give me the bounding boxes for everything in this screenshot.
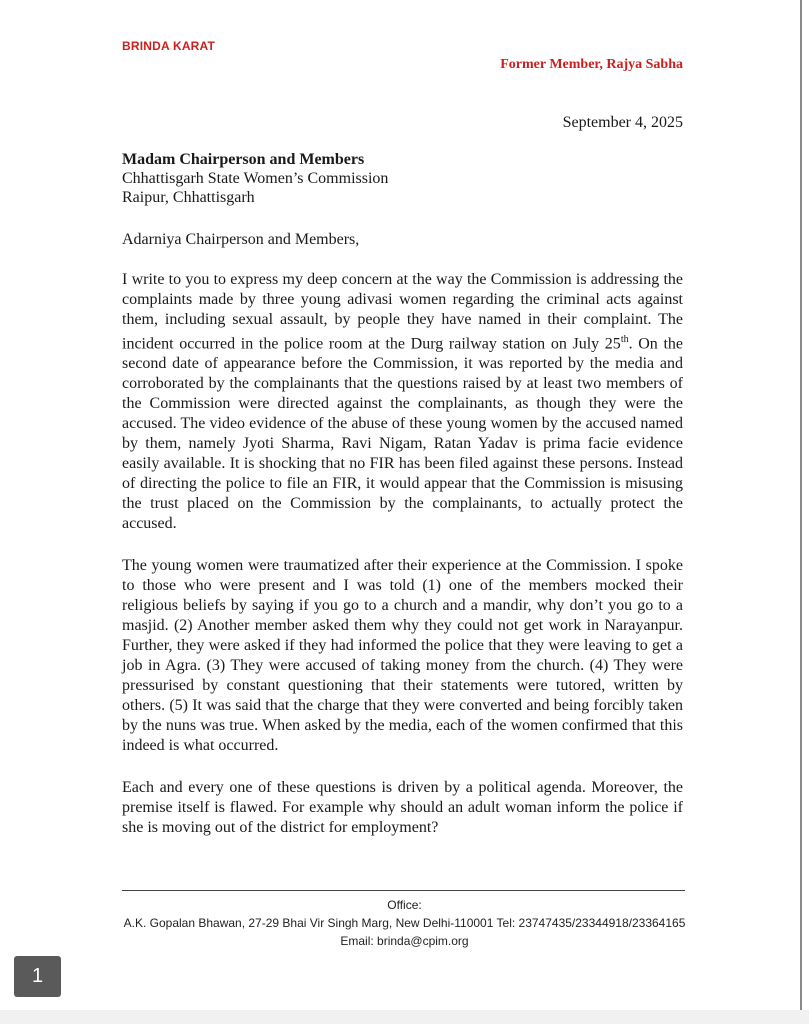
letter-date: September 4, 2025 [562, 114, 683, 131]
footer-email: Email: brinda@cpim.org [340, 934, 469, 948]
letterhead-name: BRINDA KARAT [122, 39, 216, 53]
page-edge-divider [800, 0, 802, 1010]
ordinal-superscript: th [620, 334, 629, 345]
recipient-location: Raipur, Chhattisgarh [122, 189, 255, 206]
recipient-address [122, 150, 388, 207]
recipient-title: Madam Chairperson and Members [122, 151, 365, 168]
paragraph-1 [122, 270, 683, 534]
salutation: Adarniya Chairperson and Members, [122, 231, 360, 248]
paragraph-2: The young women were traumatized after their experience at the Commission. I spoke to those who were present and I was told (1) one of the members mocked their religious beliefs by saying if you go to a church and a mandir, why don’t you go to a masjid. (2) Another member asked them why they could not get work in Narayanpur. Further, they were asked if they had informed the police that they were leaving to get a job in Agra. (3) They were accused of taking money from the church. (4) They were pressurised by constant questioning that their statements were tutored, written by others. (5) It was said that the charge that they were converted and being forcibly taken by the nuns was true. When asked by the media, each of the women confirmed that this indeed is what occurred. [122, 557, 683, 755]
letterhead-designation: Former Member, Rajya Sabha [500, 57, 683, 72]
page-number-badge[interactable]: 1 [14, 956, 61, 997]
footer-label: Office: [387, 898, 422, 912]
paragraph-1-part-b: . On the second date of appearance before the Commission, it was reported by the media and corroborated by the complainants that the questions raised by at least two members of the Commission were directed against the complainants, as though they were the accused. The video evidence of the abuse of these young women by the accused named by them, namely Jyoti Sharma, Ravi Nigam, Ratan Yadav is prima facie evidence easily available. It is shocking that no FIR has been filed against these persons. Instead of directing the police to file an FIR, it would appear that the Commission is misusing the trust placed on the Commission by the complainants, to actually protect the accused. [122, 335, 683, 533]
footer-address: A.K. Gopalan Bhawan, 27-29 Bhai Vir Singh Marg, New Delhi-110001 Tel: 23747435/23344918/23364165 [123, 916, 686, 930]
footer-divider [122, 890, 685, 891]
paragraph-1-part-a: I write to you to express my deep concern at the way the Commission is addressing the complaints made by three young adivasi women regarding the criminal acts against them, including sexual assault, by people they have named in their complaint. The incident occurred in the police room at the Durg railway station on July 25 [122, 271, 683, 353]
letter-body [122, 270, 683, 860]
recipient-organization: Chhattisgarh State Women’s Commission [122, 170, 389, 187]
bottom-band [0, 1010, 809, 1024]
footer [40, 896, 769, 950]
paragraph-3: Each and every one of these questions is driven by a political agenda. Moreover, the premise itself is flawed. For example why should an adult woman inform the police if she is moving out of the district for employment? [122, 779, 683, 837]
